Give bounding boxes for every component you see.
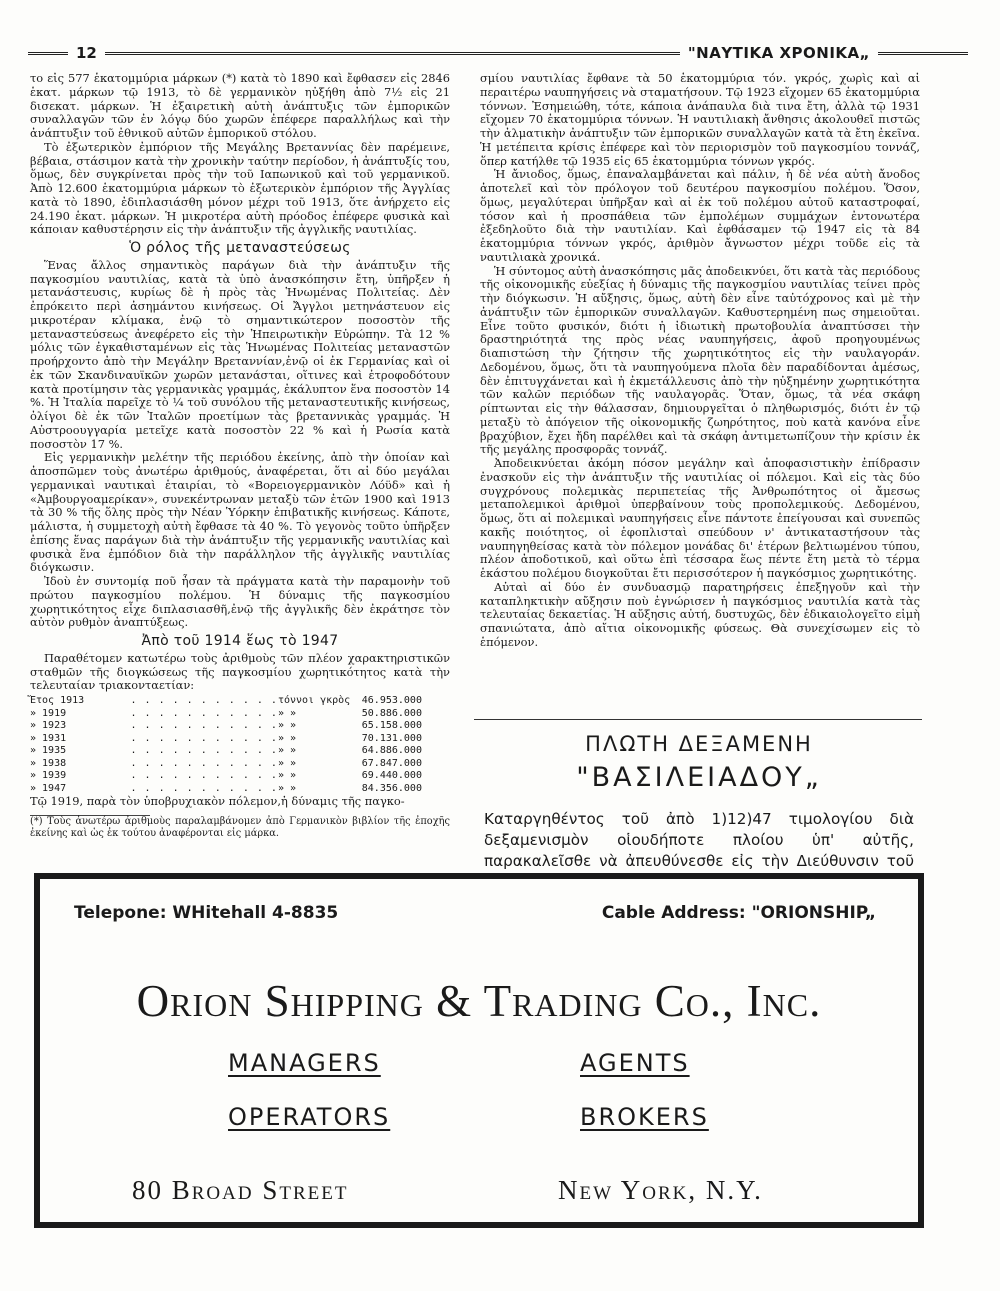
table-year: » 1935 <box>30 745 67 756</box>
article-paragraph: Ἡ σύντομος αὐτὴ ἀνασκόπησις μᾶς ἀποδεικνύει, ὅτι κατὰ τὰς περιόδους τῆς οἰκονομικῆς εὐεξίας ἡ δύναμις τῆς παγκοσμίου ναυτιλίας τείνει πρὸς τὴν διόγκωσιν. Ἡ αὔξησις, ὅμως, αὐτὴ δὲν εἶνε ταὐτόχρονος καὶ μὲ τὴν ἀνάπτυξιν τῶν ἐμπορικῶν συναλλαγῶν. Καθυστερημένη πως σημειοῦται. Εἶνε τοῦτο φυσικόν, διότι ἡ ἰδιωτικὴ πρωτοβουλία ἀναπτύσσει τὴν δραστηριότητά της πρὸς νέας ναυπηγήσεις, ἀφοῦ προηγουμένως διαπιστώση τὴν ζήτησιν τῆς χωρητικότητος εἰς τὴν ναυλαγοράν. Δεδομένου, ὅμως, ὅτι τὰ ναυπηγούμενα πλοῖα δὲν παραδίδονται ἀμέσως, δὲν ἐπιτυγχάνεται καὶ ἡ ἐκμετάλλευσις ἀπὸ τὴν ηὐξημένην χωρητικότητα τῶν καλῶν περιόδων τῆς ναυλαγορᾶς. Ὅταν, ὅμως, τὰ νέα σκάφη ρίπτωνται εἰς τὴν θάλασσαν, δημιουργεῖται ὁ πληθωρισμός, διότι ἐν τῷ μεταξὺ τὸ ἀπόγειον τῆς οἰκονομικῆς ζωηρότητος, ποὺ κατὰ κανόνα εἶνε βραχύβιον, ἔχει ἤδη παρέλθει καὶ τὰ σκάφη ἀντιμετωπίζουν τὴν κρίσιν ἐκ τῆς μεγάλης προσφορᾶς τοννάζ. <box>480 263 920 457</box>
journal-title: "ΝΑΥΤΙΚΑ ΧΡΟΝΙΚΑ„ <box>687 44 870 62</box>
article-paragraph: σμίου ναυτιλίας ἔφθανε τὰ 50 ἑκατομμύρια τόν. γκρός, χωρὶς καὶ αἱ περαιτέρω ναυπηγήσεις νὰ σταματήσουν. Τῷ 1923 εἴχομεν 65 ἑκατομμύρια τόννων. Ἐσημειώθη, τότε, κάποια ἀνάπαυλα διὰ τινα ἔτη, ἀλλὰ τῷ 1931 εἴχομεν 70 ἑκατομμύρια τόννων. Ἡ ναυτιλιακὴ ἄνθησις ἀκολουθεῖ πιστῶς τὴν ἀλματικὴν ἀνάπτυξιν τῶν ἐμπορικῶν συναλλαγῶν κατὰ τὰ ἔτη ἐκεῖνα. Ἡ μετέπειτα κρίσις ἐπέφερε καὶ τὸν περιορισμὸν τοῦ παγκοσμίου τοννάζ, ὅπερ κατήλθε τῷ 1935 εἰς 65 ἑκατομμύρια τόννων γκρός. <box>480 71 920 168</box>
article-paragraph: το εἰς 577 ἑκατομμύρια μάρκων (*) κατὰ τὸ 1890 καὶ ἔφθασεν εἰς 2846 ἑκατ. μάρκων τῷ 1913, τὸ δὲ γερμανικὸν ηὐξήθη ἀπὸ 7½ εἰς 21 δισεκατ. μάρκων. Ἡ ἐξαιρετικὴ αὐτὴ ἀνάπτυξις τῶν ἐμπορικῶν συναλλαγῶν τῶν ἐν λόγῳ δύο χωρῶν ἐπέφερε παραλλήλως καὶ τὴν ἀνάπτυξιν τοῦ ἐθνικοῦ αὐτῶν ἐμπορικοῦ στόλου. <box>30 71 450 140</box>
table-row: » 1931 . . . . . . . . . . . » » 70.131.000 <box>30 733 450 746</box>
section-subheading: Ἀπὸ τοῦ 1914 ἕως τὸ 1947 <box>141 633 339 649</box>
table-year: Ἔτος 1913 <box>30 695 85 706</box>
table-row: » 1939 . . . . . . . . . . . » » 69.440.000 <box>30 770 450 783</box>
table-value: 70.131.000 <box>361 732 422 744</box>
role-operators: OPERATORS <box>228 1103 391 1131</box>
table-row: » 1919 . . . . . . . . . . . » » 50.886.000 <box>30 708 450 721</box>
table-value: 69.440.000 <box>361 770 422 781</box>
ad-heading: ΠΛΩΤΗ ΔΕΞΑΜΕΝΗ <box>585 732 813 756</box>
table-year: » 1938 <box>30 757 67 769</box>
article-paragraph: Ἰδοὺ ἐν συντομίᾳ ποῦ ἦσαν τὰ πράγματα κατὰ τὴν παραμονὴν τοῦ πρώτου παγκοσμίου πολέμου. Ἡ δύναμις τῆς παγκοσμίου χωρητικότητος εἶχε διπλασιασθῆ,ἐνῷ τῆς ἀγγλικῆς δὲν ἐκράτησε τὸν αὐτὸν ρυθμὸν ἀναπτύξεως. <box>30 574 450 630</box>
table-value: 84.356.000 <box>361 782 422 794</box>
header-rule-middle <box>105 52 680 55</box>
table-year: » 1939 <box>30 770 67 781</box>
header-rule-right <box>878 52 968 55</box>
article-paragraph: Εἰς γερμανικὴν μελέτην τῆς περιόδου ἐκείνης, ἀπὸ τὴν ὁποίαν καὶ ἀποσπῶμεν τοὺς ἀνωτέρω ἀριθμούς, ἀναφέρεται, ὅτι αἱ δύο μεγάλαι γερμανικαὶ ναυτικαὶ ἑταιρίαι, τὸ «Βορειογερμανικὸν Λόϋδ» καὶ ἡ «Ἀμβουργοαμερίκαν», συνεκέντρωναν μεταξὺ τῶν ἐτῶν 1900 καὶ 1913 τὰ 30 % τῆς ὅλης πρὸς τὴν Νέαν Ὑόρκην ἐπιβατικῆς κινήσεως. Κάποτε, μάλιστα, ἡ συμμετοχὴ αὐτὴ ἔφθασε τὰ 40 %. Τὸ γεγονὸς τοῦτο ὑπῆρξεν ἐπίσης ἕνας παράγων διὰ τὴν ἀνάπτυξιν τῆς γερμανικῆς ναυτιλίας καὶ φυσικὰ ἕνα ἐμπόδιον διὰ τὴν παράλληλον τῆς ἀγγλικῆς ναυτιλίας διόγκωσιν. <box>30 450 450 575</box>
floating-dock-advertisement <box>476 732 922 893</box>
table-year: » 1919 <box>30 707 67 719</box>
role-agents: AGENTS <box>580 1049 690 1077</box>
table-year: » 1947 <box>30 782 67 794</box>
table-unit: » » <box>277 770 296 781</box>
role-managers: MANAGERS <box>228 1049 381 1077</box>
table-unit: » » <box>277 757 296 769</box>
telephone-line: Telepone: WHitehall 4-8835 <box>74 903 339 923</box>
table-value: 46.953.000 <box>361 695 422 706</box>
table-value: 65.158.000 <box>361 720 422 731</box>
article-paragraph: Παραθέτομεν κατωτέρω τοὺς ἀριθμοὺς τῶν πλέον χαρακτηριστικῶν σταθμῶν τῆς διογκώσεως τῆς παγκοσμίου χωρητικότητος κατὰ τὴν τελευταίαν τριακονταετίαν: <box>30 650 450 693</box>
column-divider-rule <box>474 719 922 720</box>
header-rule-left <box>28 52 68 55</box>
orion-shipping-advertisement <box>34 873 924 1228</box>
ad-dock-name: "ΒΑΣΙΛΕΙΑΔΟΥ„ <box>576 762 822 793</box>
table-row: » 1935 . . . . . . . . . . . » » 64.886.000 <box>30 745 450 758</box>
table-row: » 1947 . . . . . . . . . . . » » 84.356.000 <box>30 783 450 796</box>
article-paragraph: Αὐταὶ αἱ δύο ἐν συνδυασμῷ παρατηρήσεις ἐπεξηγοῦν καὶ τὴν καταπληκτικὴν αὔξησιν ποὺ ἐγνώρισεν ἡ παγκόσμιος ναυτιλία κατὰ τὰς τελευταίας δεκαετίας. Ἡ αὔξησις αὐτή, δυστυχῶς, δὲν ἐδικαιολογεῖτο εἰμὴ σπανιώτατα, ἀπὸ αἴτια οἰκονομικῆς φύσεως. Θὰ συνεχίσωμεν εἰς τὸ ἑπόμενον. <box>480 579 920 649</box>
table-value: 67.847.000 <box>361 757 422 769</box>
table-unit: » » <box>277 745 296 756</box>
role-brokers: BROKERS <box>580 1103 709 1131</box>
article-paragraph: Τὸ ἐξωτερικὸν ἐμπόριον τῆς Μεγάλης Βρεταννίας δὲν παρέμεινε, βέβαια, στάσιμον κατὰ τὴν χρονικὴν ταύτην περίοδον, ἡ ἀνάπτυξίς του, ὅμως, δὲν συγκρίνεται πρὸς τὴν τοῦ Ιαπωνικοῦ καὶ τοῦ γερμανικοῦ. Ἀπὸ 12.600 ἑκατομμύρια μάρκων τὸ ἐξωτερικὸν ἐμπόριον τῆς Ἀγγλίας κατὰ τὸ 1890, ἐδιπλασιάσθη μόνον μέχρι τοῦ 1913, ὅτε ἀνήρχετο εἰς 24.190 ἑκατ. μάρκων. Ἡ μικροτέρα αὐτὴ πρόοδος ἐπέφερε φυσικὰ καὶ κάποιαν καθυστέρησιν εἰς τὴν ἀνάπτυξιν τῆς ἀγγλικῆς ναυτιλίας. <box>30 139 450 237</box>
table-row: Ἔτος 1913 . . . . . . . . . . . τόννοι γκρὸς 46.953.000 <box>30 695 450 708</box>
article-paragraph: Ἡ ἄνιοδος, ὅμως, ἐπαναλαμβάνεται καὶ πάλιν, ἡ δὲ νέα αὐτὴ ἄνοδος ἀποτελεῖ καὶ τὸν πρόλογον τοῦ δευτέρου παγκοσμίου πολέμου. Ὅσον, ὅμως, μεγαλύτεραι ὑπῆρξαν καὶ αἱ ἐκ τοῦ πολέμου αὐτοῦ καταστροφαί, τόσον καὶ ἡ προσπάθεια τῶν ἐμπολέμων συμμάχων ἐντονωτέρα ἐξεδηλοῦτο διὰ τὴν ναυτιλίαν. Καὶ ἐφθάσαμεν τῷ 1947 εἰς τὰ 84 ἑκατομμύρια τόννων γκρός, ἀριθμὸν ἄγνωστον μέχρι τοῦδε εἰς τὰ ναυτιλιακὰ χρονικά. <box>480 167 920 264</box>
table-year: » 1923 <box>30 720 67 731</box>
table-row: » 1938 . . . . . . . . . . . » » 67.847.000 <box>30 758 450 771</box>
street-address: 80 Broad Street <box>132 1175 349 1205</box>
table-unit: » » <box>277 782 296 794</box>
cable-address: Cable Address: "ORIONSHIP„ <box>601 903 876 923</box>
table-year: » 1931 <box>30 732 67 744</box>
ad-body-text: Καταργηθέντος τοῦ ἀπὸ 1)12)47 τιμολογίου διὰ δεξαμενισμὸν οἱουδήποτε πλοίου ὑπ' αὐτῆς, παρακαλεῖσθε νὰ ἀπευθύνεσθε εἰς τὴν Διεύθυνσιν τοῦ <box>484 810 914 870</box>
table-unit: » » <box>277 720 296 731</box>
left-column <box>30 72 450 841</box>
article-paragraph: Ἕνας ἄλλος σημαντικὸς παράγων διὰ τὴν ἀνάπτυξιν τῆς παγκοσμίου ναυτιλίας, κατὰ τὰ ὑπὸ ἀνασκόπησιν ἔτη, ὑπῆρξεν ἡ μετανάστευσις, κυρίως δὲ ἡ πρὸς τὰς Ἡνωμένας Πολιτείας. Δὲν ἐπρόκειτο περὶ ἀσημάντου κινήσεως. Οἱ Ἄγγλοι μετηνάστευον εἰς μικροτέραν κλίμακα, ἐνῷ τὸ σημαντικώτερον ποσοστὸν τῆς μεταναστεύσεως ἀνεφέρετο εἰς τὴν Ἠπειρωτικὴν Εὐρώπην. Τὰ 12 % μόλις τῶν ἐγκαθισταμένων εἰς τὰς Ἡνωμένας Πολιτείας μεταναστῶν προήρχοντο ἀπὸ τὴν Μεγάλην Βρεταννίαν,ἐνῷ οἱ ἐκ Γερμανίας καὶ οἱ ἐκ τῶν Σκανδιναυϊκῶν χωρῶν μετανάσται, οἵτινες καὶ ἐτροφοδότουν κατὰ προτίμησιν τὰς γερμανικὰς γραμμάς, ἐκάλυπτον ἕνα ποσοστὸν 14 %. Ἡ Ἰταλία παρεῖχε τὸ ¼ τοῦ συνόλου τῆς μεταναστευτικῆς κινήσεως, ὀλίγοι δὲ ἐκ τῶν Ἰταλῶν προετίμων τὰς βρεταννικὰς γραμμάς. Ἡ Αὐστροουγγαρία μετεῖχε κατὰ ποσοστὸν 22 % καὶ ἡ Ρωσία κατὰ ποσοστὸν 17 %. <box>30 257 450 451</box>
tonnage-table <box>30 695 450 795</box>
page-number: 12 <box>76 44 97 62</box>
article-paragraph: Τῷ 1919, παρὰ τὸν ὑποβρυχιακὸν πόλεμον,ἡ δύναμις τῆς παγκο- <box>30 794 405 808</box>
article-paragraph: Ἀποδεικνύεται ἀκόμη πόσον μεγάλην καὶ ἀποφασιστικὴν ἐπίδρασιν ἐνασκοῦν εἰς τὴν ἀνάπτυξιν τῆς ναυτιλίας οἱ πόλεμοι. Καὶ εἰς τὰς δύο συγχρόνους πολεμικὰς περιπετείας τῆς Ἀνθρωπότητος οἱ ἄμεσως μεταπολεμικοὶ ἀριθμοὶ ὑπερβαίνουν τοὺς προπολεμικούς. Δεδομένου, ὅμως, ὅτι αἱ πολεμικαὶ ναυπηγήσεις εἶνε πάντοτε ἐπείγουσαι καὶ συνεπῶς κακῆς ποιότητος, οἱ ἐφοπλισταὶ σπεύδουν ν' ἀντικαταστήσουν τὰς ναυπηγηθείσας κατὰ τὸν πόλεμον μονάδας δι' ἑτέρων βελτιωμένου τύπου, πλέον ἀποδοτικοῦ, καὶ οὕτω ἐπὶ τέσσαρα ἕως πέντε ἔτη μετὰ τὸ τέρμα ἑκάστου πολέμου διογκοῦται ἔτι περισσότερον ἡ παγκόσμιος χωρητικότης. <box>480 456 920 580</box>
city-address: New York, N.Y. <box>558 1175 763 1205</box>
table-value: 64.886.000 <box>361 745 422 756</box>
footnote: (*) Τοὺς ἀνωτέρω ἀριθμοὺς παραλαμβάνομεν ἀπὸ Γερμανικὸν βιβλίον τῆς ἐποχῆς ἐκείνης καὶ ὡς ἐκ τούτου ἀναφέρονται εἰς μάρκα. <box>30 815 450 840</box>
table-unit: » » <box>277 707 296 719</box>
right-column <box>480 72 920 650</box>
table-value: 50.886.000 <box>361 707 422 719</box>
section-subheading: Ὁ ρόλος τῆς μεταναστεύσεως <box>129 240 351 256</box>
table-row: » 1923 . . . . . . . . . . . » » 65.158.000 <box>30 720 450 733</box>
company-name: Orion Shipping & Trading Co., Inc. <box>136 976 822 1026</box>
table-unit: τόννοι γκρὸς <box>277 695 351 706</box>
table-unit: » » <box>277 732 296 744</box>
page-header <box>28 40 968 66</box>
